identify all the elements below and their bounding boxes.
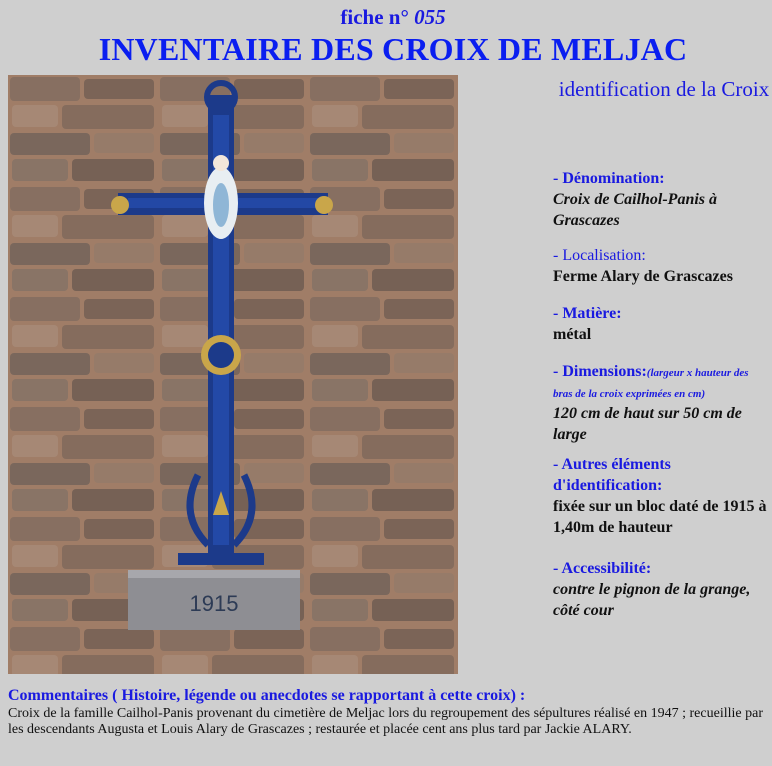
field-label: - Localisation: <box>553 247 646 264</box>
field-autres-elements <box>553 454 769 538</box>
page-title: INVENTAIRE DES CROIX DE MELJAC <box>98 31 688 67</box>
field-value: Croix de Cailhol-Panis à Grascazes <box>553 191 718 229</box>
field-accessibilite <box>553 558 769 621</box>
field-label: - Autres éléments d'identification: <box>553 456 671 494</box>
field-denomination <box>553 168 769 231</box>
identification-heading: identification de la Croix <box>558 77 770 101</box>
field-label: - Dénomination: <box>553 170 665 187</box>
field-label: - Accessibilité: <box>553 560 652 577</box>
fiche-label: fiche n° <box>340 5 409 29</box>
field-matiere <box>553 303 769 345</box>
field-label: - Matière: <box>553 305 622 322</box>
field-value: Ferme Alary de Grascazes <box>553 268 733 285</box>
fiche-number-line <box>0 5 772 30</box>
field-note: (largeur x hauteur des bras de la croix exprimées en cm) <box>553 367 749 400</box>
plaque-year: 1915 <box>189 591 239 616</box>
field-value: métal <box>553 326 592 343</box>
field-value: 120 cm de haut sur 50 cm de large <box>553 405 742 443</box>
field-value: fixée sur un bloc daté de 1915 à 1,40m de hauteur <box>553 498 767 536</box>
field-label: - Dimensions: <box>553 363 647 380</box>
comments-heading: Commentaires ( Histoire, légende ou anecdotes se rapportant à cette croix) : <box>8 687 526 704</box>
field-dimensions <box>553 361 769 445</box>
field-value: contre le pignon de la grange, côté cour <box>553 581 751 619</box>
cross-illustration <box>8 75 458 674</box>
fiche-number: 055 <box>414 5 446 29</box>
comments-text: Croix de la famille Cailhol-Panis provenant du cimetière de Meljac lors du regroupement des sépultures réalisé en 1947 ; recueillie par les descendants Augusta et Louis Alary de Grascazes ; restaurée et placée cent ans plus tard par Jackie ALARY. <box>8 706 763 737</box>
field-localisation <box>553 245 769 287</box>
comments-section <box>8 686 768 738</box>
cross-photo <box>8 75 458 674</box>
